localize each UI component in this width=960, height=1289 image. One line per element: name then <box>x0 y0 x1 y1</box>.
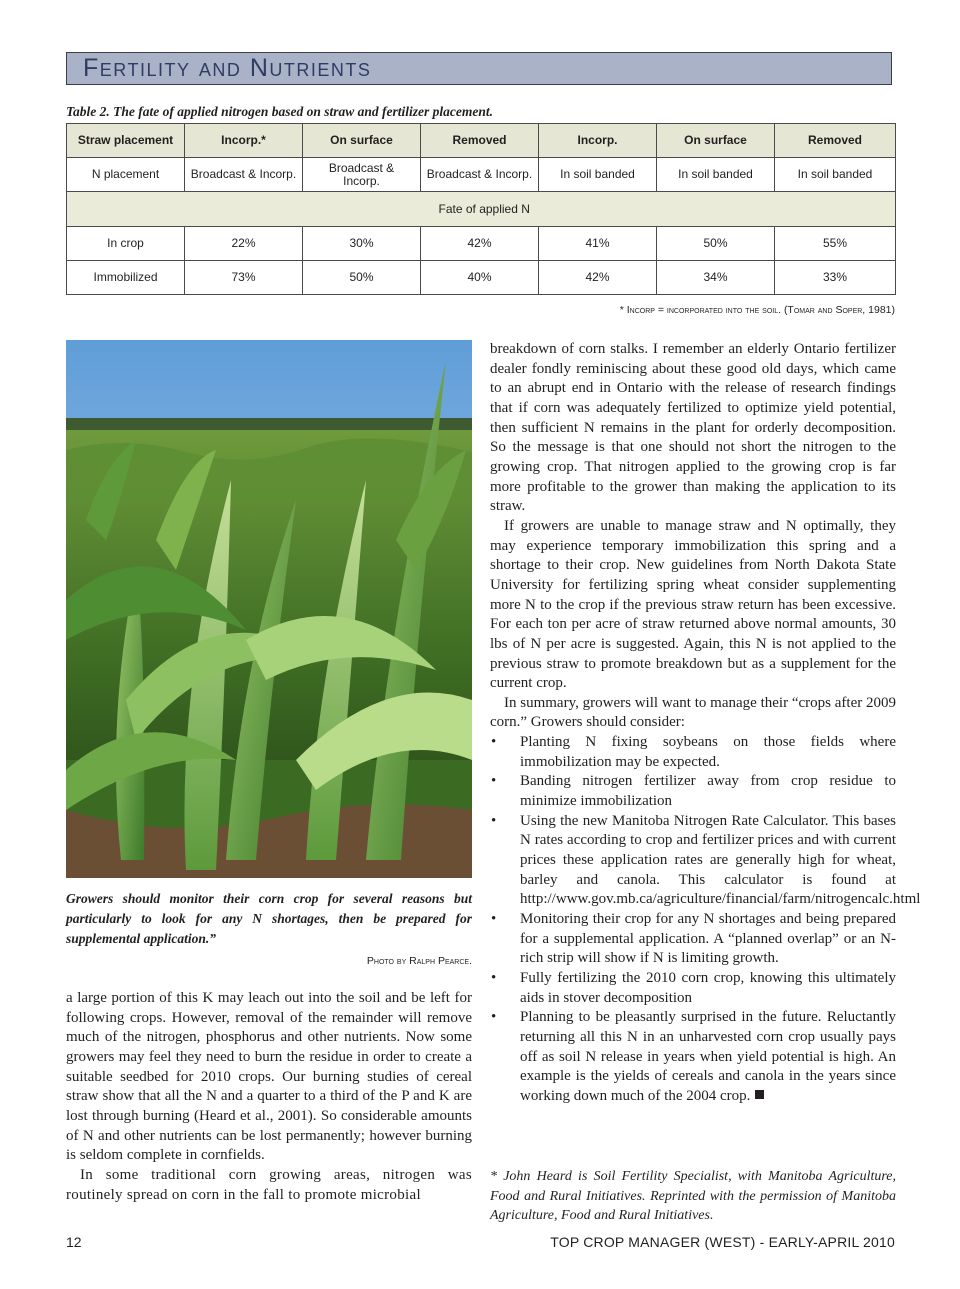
table-cell: In soil banded <box>775 158 896 192</box>
fate-of-nitrogen-table <box>66 123 896 295</box>
left-column <box>66 989 472 1205</box>
table-row <box>67 260 896 294</box>
table-subheader-row <box>67 192 896 226</box>
body-paragraph: a large portion of this K may leach out into the soil and be left for following crops. However, removal of the remainder will remove much of the nitrogen, phosphorus and other nutrients. Now some growers may feel they need to burn the residue in order to create a suitable seedbed for 2010 crops. Our burning studies of cereal straw show that all the N and a quarter to a third of the P and K are lost through burning (Heard et al., 2001). So considerable amounts of N and other nutrients can be lost permanently; however burning is seldom complete in cornfields. <box>66 990 472 1164</box>
author-footnote: * John Heard is Soil Fertility Specialist, with Manitoba Agriculture, Food and Rural Initiatives. Reprinted with the permission of Manitoba Agriculture, Food and Rural Initiatives. <box>490 1169 896 1223</box>
body-paragraph: If growers are unable to manage straw and N optimally, they may experience temporary immobilization this spring and a shortage to their crop. New guidelines from North Dakota State University for fertilizing spring wheat consider supplementing more N to the crop if the previous straw return has been excessive. For each ton per acre of straw returned above normal amounts, 30 lbs of N per acre is suggested. Again, this N is not applied to the previous straw to promote breakdown but as a supplement for the current crop. <box>490 517 896 692</box>
photo-caption: Growers should monitor their corn crop for several reasons but particularly to look for any N shortages, then be prepared for supplemental application.” <box>66 891 472 946</box>
table-cell: 30% <box>303 226 421 260</box>
section-title: Fertility and Nutrients <box>83 54 372 82</box>
table-cell: 73% <box>185 260 303 294</box>
table-cell: 22% <box>185 226 303 260</box>
table-header-cell: On surface <box>303 124 421 158</box>
corn-field-photo <box>66 340 472 878</box>
table-cell: Broadcast & Incorp. <box>185 158 303 192</box>
table-cell: 50% <box>657 226 775 260</box>
table-source-note: * Incorp = incorporated into the soil. (Tomar and Soper, 1981) <box>619 304 895 316</box>
list-item: • Fully fertilizing the 2010 corn crop, knowing this ultimately aids in stover decomposition <box>490 969 896 1008</box>
page-number: 12 <box>66 1234 82 1250</box>
table-cell: 55% <box>775 226 896 260</box>
list-item: • Monitoring their crop for any N shortages and being prepared for a supplemental application. A “planned overlap” or an N-rich strip will show if N is limiting growth. <box>490 910 896 969</box>
right-column <box>490 340 921 1107</box>
table-cell: 34% <box>657 260 775 294</box>
list-item-text: Planning to be pleasantly surprised in the future. Reluctantly returning all this N in an unharvested corn crop usually pays off as soil N release in years when yield potential is high. An example is the yields of cereals and canola in the years since working down much of the 2004 crop. <box>520 1009 896 1104</box>
table-cell: 42% <box>539 260 657 294</box>
table-cell: 40% <box>421 260 539 294</box>
table-cell: Immobilized <box>67 260 185 294</box>
list-item <box>490 1008 896 1106</box>
table-header-cell: Removed <box>775 124 896 158</box>
table-cell: 42% <box>421 226 539 260</box>
table-cell: Broadcast & Incorp. <box>303 158 421 192</box>
table-cell: Broadcast & Incorp. <box>421 158 539 192</box>
table-header-cell: Straw placement <box>67 124 185 158</box>
table-caption: Table 2. The fate of applied nitrogen based on straw and fertilizer placement. <box>66 104 493 119</box>
table-cell: 33% <box>775 260 896 294</box>
table-cell: N placement <box>67 158 185 192</box>
fate-label: Fate of applied N <box>185 192 896 226</box>
section-header <box>66 52 892 85</box>
table-row <box>67 158 896 192</box>
body-paragraph: In some traditional corn growing areas, nitrogen was routinely spread on corn in the fall to promote microbial <box>66 1166 472 1203</box>
table-cell: 41% <box>539 226 657 260</box>
table-cell: In soil banded <box>539 158 657 192</box>
body-paragraph: In summary, growers will want to manage their “crops after 2009 corn.” Growers should consider: <box>490 694 896 731</box>
table-header-cell: Incorp.* <box>185 124 303 158</box>
list-item: • Banding nitrogen fertilizer away from crop residue to minimize immobilization <box>490 772 896 811</box>
table-header-cell: On surface <box>657 124 775 158</box>
recommendation-list <box>490 733 921 1106</box>
list-item: • Planting N fixing soybeans on those fields where immobilization may be expected. <box>490 733 896 772</box>
body-paragraph: breakdown of corn stalks. I remember an elderly Ontario fertilizer dealer fondly reminiscing about these good old days, which came to an abrupt end in Ontario with the release of research findings that if corn was adequately fertilized to optimize yield potential, then sufficient N remains in the plant for orderly decomposition. So the message is that one should not short the nitrogen to the growing crop. That nitrogen applied to the growing crop is far more profitable to the grower than making the application to its straw. <box>490 341 896 515</box>
end-of-article-mark <box>755 1090 764 1099</box>
table-row <box>67 226 896 260</box>
list-item: • Using the new Manitoba Nitrogen Rate Calculator. This bases N rates according to crop and fertilizer prices and with current prices these application rates are generally high for wheat, barley and canola. This calculator is found at http://www.gov.mb.ca/agriculture/financial/farm/nitrogencalc.html <box>490 812 896 910</box>
publication-footer: TOP CROP MANAGER (WEST) - EARLY-APRIL 2010 <box>550 1234 895 1250</box>
table-cell: In soil banded <box>657 158 775 192</box>
photo-credit: Photo by Ralph Pearce. <box>366 955 472 967</box>
table-cell: 50% <box>303 260 421 294</box>
table-header-cell: Removed <box>421 124 539 158</box>
table-header-cell: Incorp. <box>539 124 657 158</box>
table-cell: In crop <box>67 226 185 260</box>
table-header-row <box>67 124 896 158</box>
